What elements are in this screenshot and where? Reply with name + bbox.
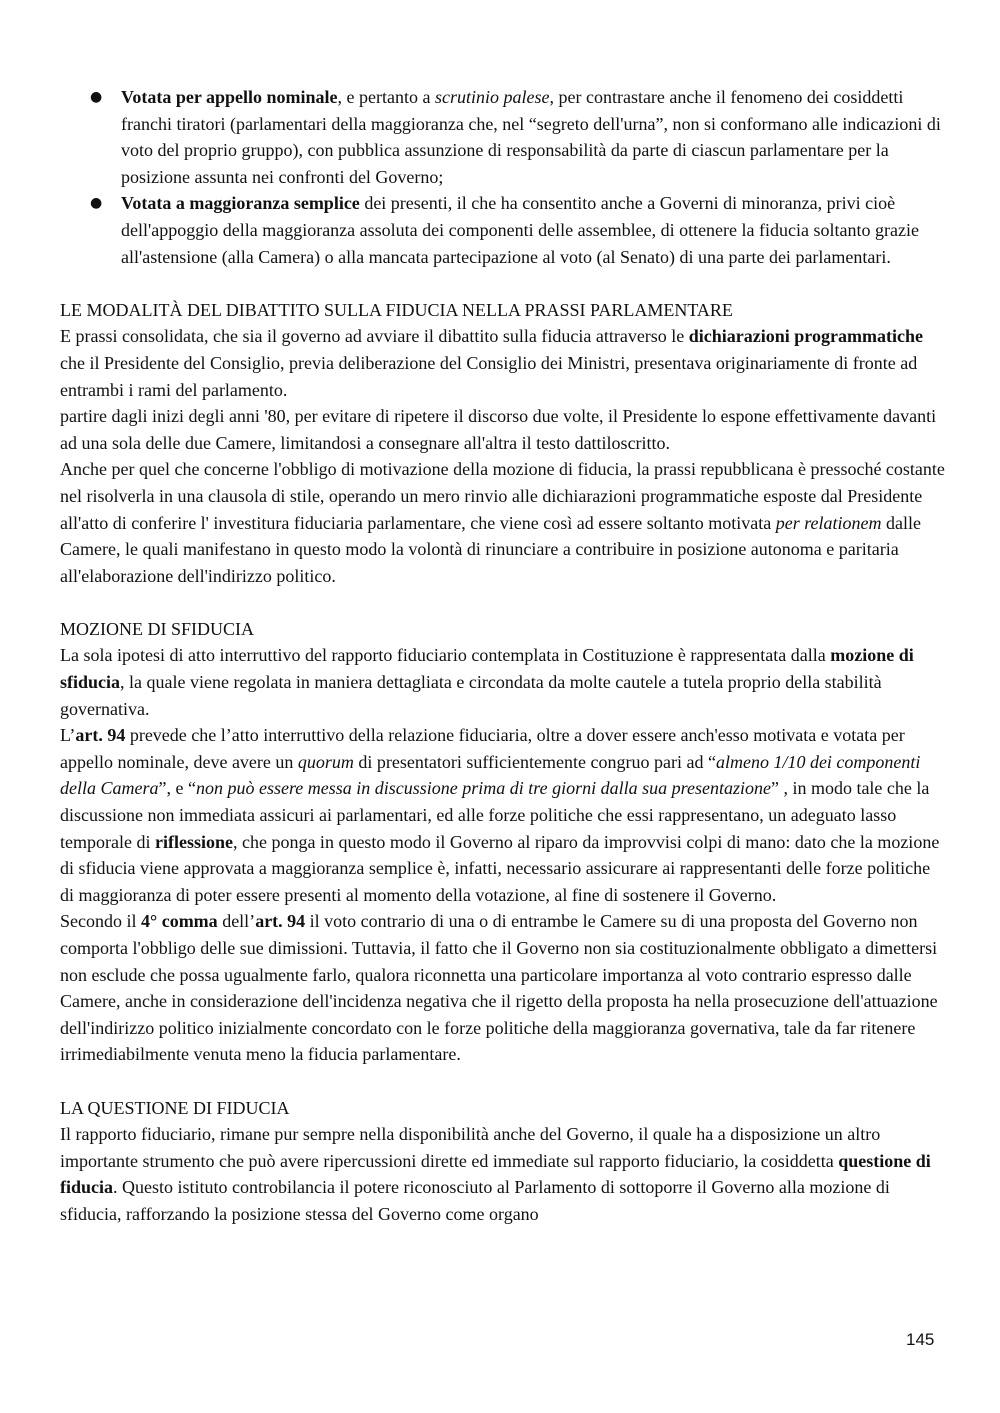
bold-term: dichiarazioni programmatiche (688, 326, 923, 347)
text-run: , e pertanto a (337, 87, 435, 107)
bullet-item (60, 190, 945, 270)
bold-term: art. 94 (255, 911, 306, 932)
bold-term: mozione di sfiducia (60, 645, 914, 693)
document-page (60, 84, 945, 1228)
text-run: di presentatori sufficientemente congruo pari ad “ (353, 751, 716, 772)
text-run: , per contrastare anche il fenomeno dei cosiddetti franchi tiratori (parlamentari della maggioranza che, nel “segreto dell'urna”, non si conformano alle indicazioni di voto del proprio gruppo), con pubblica assunzione di responsabilità da parte di ciascun parlamentare per la posizione assunta nei confronti del Governo; (121, 87, 941, 187)
paragraph (60, 456, 945, 589)
bullet-dot-icon: ● (90, 89, 103, 105)
bold-term: 4° comma (141, 911, 218, 932)
paragraph (60, 642, 945, 722)
bold-term: questione di fiducia (60, 1150, 931, 1198)
text-run: , la quale viene regolata in maniera dettagliata e circondata da molte cautele a tutela proprio della stabilità governativa. (60, 672, 882, 719)
spacer (60, 589, 945, 616)
bullet-dot-icon: ● (90, 195, 103, 212)
italic-term: per relationem (775, 512, 882, 533)
text-run: ” , in modo tale che la discussione non immediata assicuri ai parlamentari, ed alle forze politiche che essi rappresentano, un adeguato lasso temporale di (60, 778, 930, 852)
bold-term: Votata per appello nominale (121, 87, 338, 107)
spacer (60, 1068, 945, 1095)
text-run: ”, e “ (158, 778, 196, 799)
text-run: Secondo il (60, 911, 141, 932)
text-run: La sola ipotesi di atto interruttivo del rapporto fiduciario contemplata in Costituzione è rappresentata dalla (60, 645, 831, 666)
bullet-item (60, 84, 945, 190)
bullet-list (60, 84, 945, 270)
text-run: dei presenti, il che ha consentito anche a Governi di minoranza, privi cioè dell'appoggio della maggioranza assoluta dei componenti delle assemblee, di ottenere la fiducia soltanto grazie all'astensione (alla Camera) o alla mancata partecipazione al voto (al Senato) di una parte dei parlamentari. (121, 193, 919, 267)
text-run: Il rapporto fiduciario, rimane pur sempre nella disponibilità anche del Governo, il quale ha a disposizione un altro importante strumento che può avere ripercussioni dirette ed immediate sul rapporto fiduciario, la cosiddetta (60, 1124, 881, 1171)
italic-term: quorum (297, 751, 354, 772)
text-run: dell’ (217, 911, 256, 932)
text-run: , che ponga in questo modo il Governo al riparo da improvvisi colpi di mano: dato che la mozione di sfiducia viene approvata a maggioranza semplice è, infatti, necessario assicurare ai rappresentanti delle forze politiche di maggioranza di poter essere presenti al momento della votazione, al fine di sostenere il Governo. (60, 831, 940, 905)
text-run: il voto contrario di una o di entrambe le Camere su di una proposta del Governo non comporta l'obbligo delle sue dimissioni. Tuttavia, il fatto che il Governo non sia costituzionalmente obbligato a dimettersi non esclude che possa ugualmente farlo, qualora riconnetta una particolare importanza al voto contrario espresso dalle Camere, anche in considerazione dell'incidenza negativa che il rigetto della proposta ha nella prosecuzione dell'attuazione dell'indirizzo politico inizialmente concordato con le forze politiche della maggioranza governativa, tale da far ritenere irrimediabilmente venuta meno la fiducia parlamentare. (60, 911, 938, 1065)
text-run: che il Presidente del Consiglio, previa deliberazione del Consiglio dei Ministri, presentava originariamente di fronte ad entrambi i rami del parlamento. (60, 352, 918, 400)
section-heading: MOZIONE DI SFIDUCIA (60, 618, 254, 639)
bold-term: Votata a maggioranza semplice (121, 193, 360, 214)
bold-term: art. 94 (75, 725, 126, 746)
section-heading: LE MODALITÀ DEL DIBATTITO SULLA FIDUCIA NELLA PRASSI PARLAMENTARE (60, 299, 733, 320)
italic-term: non può essere messa in discussione prima di tre giorni dalla sua presentazione (195, 778, 771, 799)
paragraph: partire dagli inizi degli anni '80, per evitare di ripetere il discorso due volte, il Presidente lo espone effettivamente davanti ad una sola delle due Camere, limitandosi a consegnare all'altra il testo dattiloscritto. (60, 406, 937, 453)
italic-term: scrutinio palese (434, 87, 550, 107)
text-run: dalle Camere, le quali manifestano in questo modo la volontà di rinunciare a contribuire in posizione autonoma e paritaria all'elaborazione dell'indirizzo politico. (60, 512, 921, 586)
section-heading: LA QUESTIONE DI FIDUCIA (60, 1097, 290, 1118)
paragraph (60, 908, 945, 1068)
text-run: prevede che l’atto interruttivo della relazione fiduciaria, oltre a dover essere anch'esso motivata e votata per appello nominale, deve avere un (60, 725, 905, 772)
paragraph (60, 1121, 945, 1227)
paragraph (60, 323, 945, 403)
bold-term: riflessione (154, 831, 233, 852)
spacer (60, 270, 945, 297)
text-run: Anche per quel che concerne l'obbligo di motivazione della mozione di fiducia, la prassi repubblicana è pressoché costante nel risolverla in una clausola di stile, operando un mero rinvio alle dichiarazioni programmatiche esposte dal Presidente all'atto di conferire l' investitura fiduciaria parlamentare, che viene così ad essere soltanto motivata (60, 459, 945, 533)
text-run: E prassi consolidata, che sia il governo ad avviare il dibattito sulla fiducia attraverso le (60, 326, 689, 347)
text-run: L’ (60, 725, 76, 746)
italic-term: almeno 1/10 dei componenti della Camera (60, 751, 921, 799)
text-run: . Questo istituto controbilancia il potere riconosciuto al Parlamento di sottoporre il Governo alla mozione di sfiducia, rafforzando la posizione stessa del Governo come organo (60, 1177, 890, 1224)
paragraph (60, 722, 945, 908)
page-number: 145 (906, 1330, 935, 1349)
